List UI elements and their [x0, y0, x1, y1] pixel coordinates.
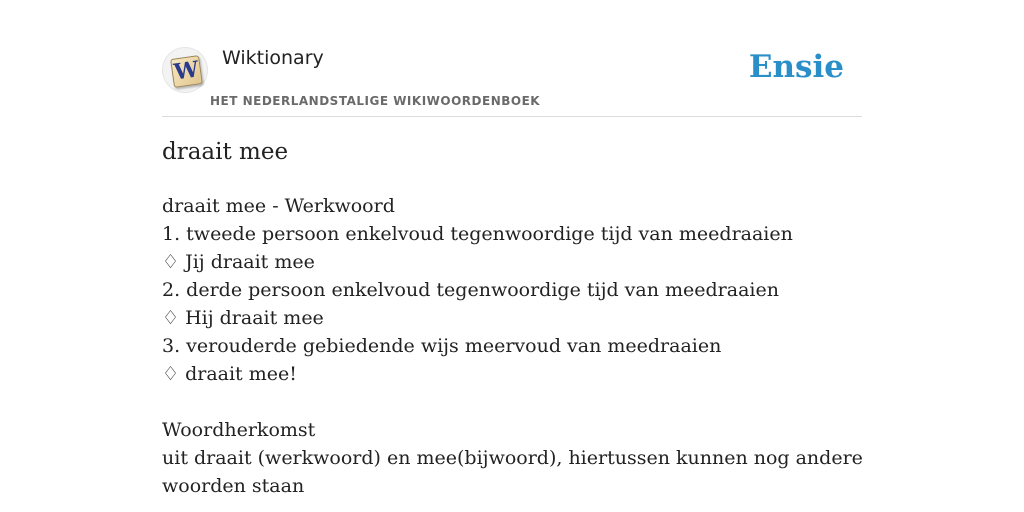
- logo-tile-icon: [170, 55, 203, 88]
- brand-logo[interactable]: Ensie: [748, 49, 844, 85]
- etymology-heading: Woordherkomst: [162, 419, 316, 441]
- example-3: ♢ draait mee!: [162, 363, 297, 385]
- logo-letter: W: [172, 56, 201, 86]
- definition-1: 1. tweede persoon enkelvoud tegenwoordige tijd van meedraaien: [162, 223, 793, 245]
- etymology-text: uit draait (werkwoord) en mee(bijwoord), hiertussen kunnen nog andere woorden staan: [162, 447, 863, 497]
- example-1: ♢ Jij draait mee: [162, 251, 315, 273]
- wiktionary-logo[interactable]: [162, 47, 208, 93]
- definition-3: 3. verouderde gebiedende wijs meervoud van meedraaien: [162, 335, 722, 357]
- site-name[interactable]: Wiktionary: [222, 47, 324, 69]
- entry-heading: draait mee - Werkwoord: [162, 195, 395, 217]
- definition-2: 2. derde persoon enkelvoud tegenwoordige tijd van meedraaien: [162, 279, 779, 301]
- site-header: [162, 44, 862, 117]
- example-2: ♢ Hij draait mee: [162, 307, 324, 329]
- page-title: draait mee: [162, 139, 289, 165]
- site-tagline: HET NEDERLANDSTALIGE WIKIWOORDENBOEK: [210, 94, 541, 108]
- entry-content: [162, 192, 872, 500]
- section-spacer: [162, 388, 872, 416]
